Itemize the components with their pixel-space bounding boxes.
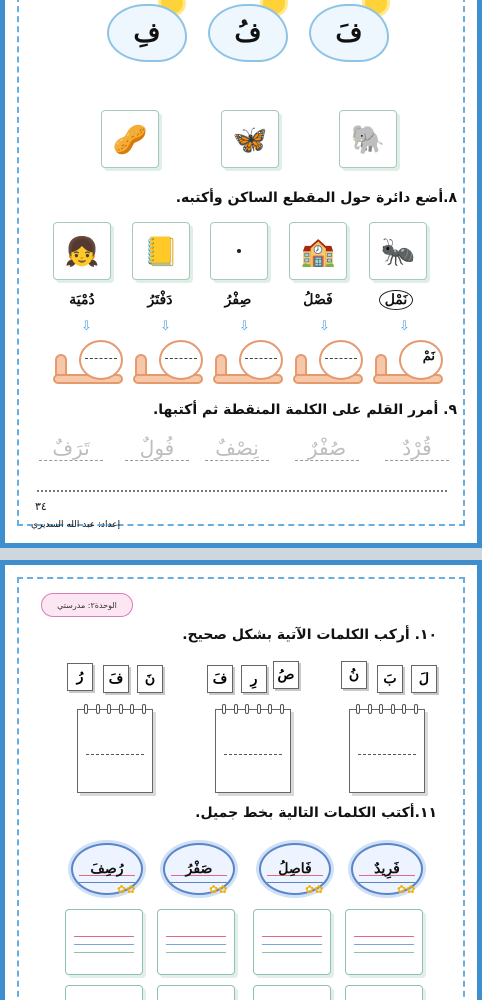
syllable-card[interactable]: لَ (411, 665, 437, 693)
writing-box-5[interactable] (345, 985, 423, 1000)
syllable-card[interactable]: رِ (241, 665, 267, 693)
word-notebook[interactable]: دَفْتَرُ (147, 292, 173, 308)
syllable-card[interactable]: فَ (103, 665, 129, 693)
ant-picture (369, 222, 427, 280)
zero-picture (210, 222, 268, 280)
writing-box-8[interactable] (65, 985, 143, 1000)
arrow-down-icon: ⇩ (319, 319, 330, 334)
ant-icon: 🐜 (380, 234, 416, 268)
question-11-heading: ١١.أكتب الكلمات التالية بخط جميل. (195, 805, 437, 821)
model-word-1: فَرِيدٌ (351, 843, 423, 895)
classroom-picture (289, 222, 347, 280)
syllable-card[interactable]: صُ (273, 661, 299, 689)
notebook-picture (132, 222, 190, 280)
model-word-3: صَفْرُ (163, 843, 235, 895)
letter-cloud-damma: فُ (208, 4, 288, 62)
author-credit: إعداد: عبد الله السديري (31, 520, 121, 530)
writing-box-4[interactable] (65, 909, 143, 975)
notebook-icon: 📒 (143, 234, 179, 268)
answer-notepad-2[interactable] (215, 709, 291, 793)
flower-icon: ✿✿ (305, 883, 324, 896)
unit-badge: الوحدة٢: مدرستي (41, 593, 133, 617)
trace-word-2[interactable]: صُفْرٌ (295, 436, 359, 461)
letter-cloud-fatha: فَ (309, 4, 389, 62)
flower-icon: ✿✿ (209, 883, 228, 896)
writing-box-2[interactable] (253, 909, 331, 975)
word-doll[interactable]: دُمْيَة (69, 292, 95, 308)
classroom-icon: 🏫 (300, 234, 336, 268)
syllable-card[interactable]: فَ (207, 665, 233, 693)
syllable-card[interactable]: بَ (377, 665, 403, 693)
arrow-down-icon: ⇩ (239, 319, 250, 334)
butterfly-icon: 🦋 (232, 122, 268, 156)
trace-word-3[interactable]: نِصْفٌ (205, 436, 269, 461)
snail-answer-4[interactable] (133, 340, 211, 384)
trace-word-1[interactable]: قُرْدٌ (385, 436, 449, 461)
page-number: ٣٤ (35, 500, 47, 513)
writing-box-6[interactable] (253, 985, 331, 1000)
word-zero[interactable]: صِفْرُ (224, 292, 252, 308)
word-ant[interactable]: نَمْل (361, 292, 431, 308)
model-word-2: فَاصِلُ (259, 843, 331, 895)
snail-answer-2[interactable] (293, 340, 371, 384)
writing-box-7[interactable] (157, 985, 235, 1000)
trace-word-5[interactable]: تَرَفٌ (39, 436, 103, 461)
snail-answer-5[interactable] (53, 340, 131, 384)
elephant-icon: 🐘 (350, 122, 386, 156)
butterfly-picture (221, 110, 279, 168)
writing-line[interactable] (37, 490, 447, 492)
doll-icon: 👧 (64, 234, 100, 268)
peanuts-picture (101, 110, 159, 168)
flower-icon: ✿✿ (117, 883, 136, 896)
syllable-card[interactable]: رُ (67, 663, 93, 691)
question-8-heading: ٨.أضع دائرة حول المقطع الساكن وأكتبه. (175, 190, 457, 206)
arrow-down-icon: ⇩ (81, 319, 92, 334)
arrow-down-icon: ⇩ (399, 319, 410, 334)
answer-notepad-3[interactable] (77, 709, 153, 793)
syllable-card[interactable]: نَ (137, 665, 163, 693)
flower-icon: ✿✿ (397, 883, 416, 896)
snail-answer-3[interactable] (213, 340, 291, 384)
syllable-card[interactable]: نُ (341, 661, 367, 689)
doll-picture (53, 222, 111, 280)
question-10-heading: ١٠. أركب الكلمات الآتية بشكل صحيح. (182, 627, 437, 643)
question-9-heading: ٩. أمرر القلم على الكلمة المنقطة ثم أكتبها. (152, 402, 457, 418)
writing-box-3[interactable] (157, 909, 235, 975)
snail-answer-1[interactable] (373, 340, 451, 384)
worksheet-page-2 (0, 560, 482, 1000)
answer-text: نَمْ (422, 349, 435, 364)
arrow-down-icon: ⇩ (160, 319, 171, 334)
answer-notepad-1[interactable] (349, 709, 425, 793)
trace-word-4[interactable]: فُولٌ (125, 436, 189, 461)
word-classroom[interactable]: فَصْلُ (303, 292, 333, 308)
model-word-4: رُصِفَ (71, 843, 143, 895)
elephant-picture (339, 110, 397, 168)
writing-box-1[interactable] (345, 909, 423, 975)
zero-dot-icon (237, 249, 241, 253)
letter-cloud-kasra: فِ (107, 4, 187, 62)
peanuts-icon: 🥜 (112, 122, 148, 156)
